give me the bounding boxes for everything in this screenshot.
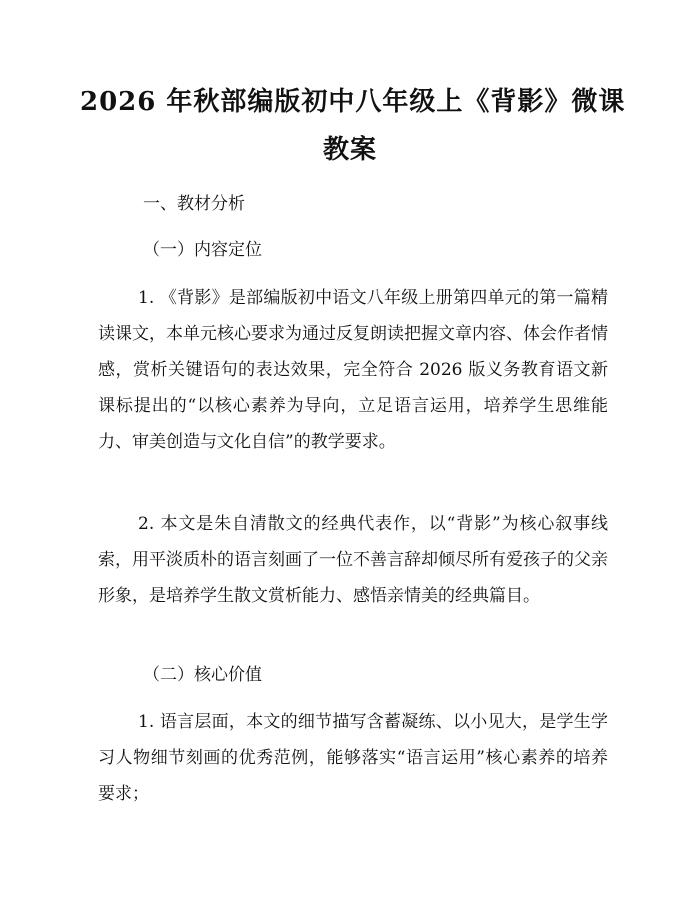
section-heading-textbook-analysis: 一、教材分析 <box>143 194 245 214</box>
document-title-line-1: 2026 年秋部编版初中八年级上《背影》微课 <box>80 87 626 117</box>
subsection-heading-core-value: （二）核心价值 <box>143 665 262 685</box>
paragraph-content-positioning-2: 2. 本文是朱自清散文的经典代表作，以“背影”为核心叙事线索，用平淡质朴的语言刻画了一位不善言辞却倾尽所有爱孩子的父亲形象，是培养学生散文赏析能力、感悟亲情美的经典篇目。 <box>98 514 608 606</box>
paragraph-content-positioning-1: 1. 《背影》是部编版初中语文八年级上册第四单元的第一篇精读课文，本单元核心要求为通过反复朗读把握文章内容、体会作者情感，赏析关键语句的表达效果，完全符合 2026 版义务教育语文新课标提出的“以核心素养为导向，立足语言运用，培养学生思维能力、审美创造与文化自信”的教学要求。 <box>98 288 608 452</box>
subsection-heading-content-positioning: （一）内容定位 <box>143 240 262 260</box>
document-title-line-2: 教案 <box>322 135 377 165</box>
paragraph-core-value-1: 1. 语言层面，本文的细节描写含蓄凝练、以小见大，是学生学习人物细节刻画的优秀范例，能够落实“语言运用”核心素养的培养要求； <box>98 712 608 804</box>
